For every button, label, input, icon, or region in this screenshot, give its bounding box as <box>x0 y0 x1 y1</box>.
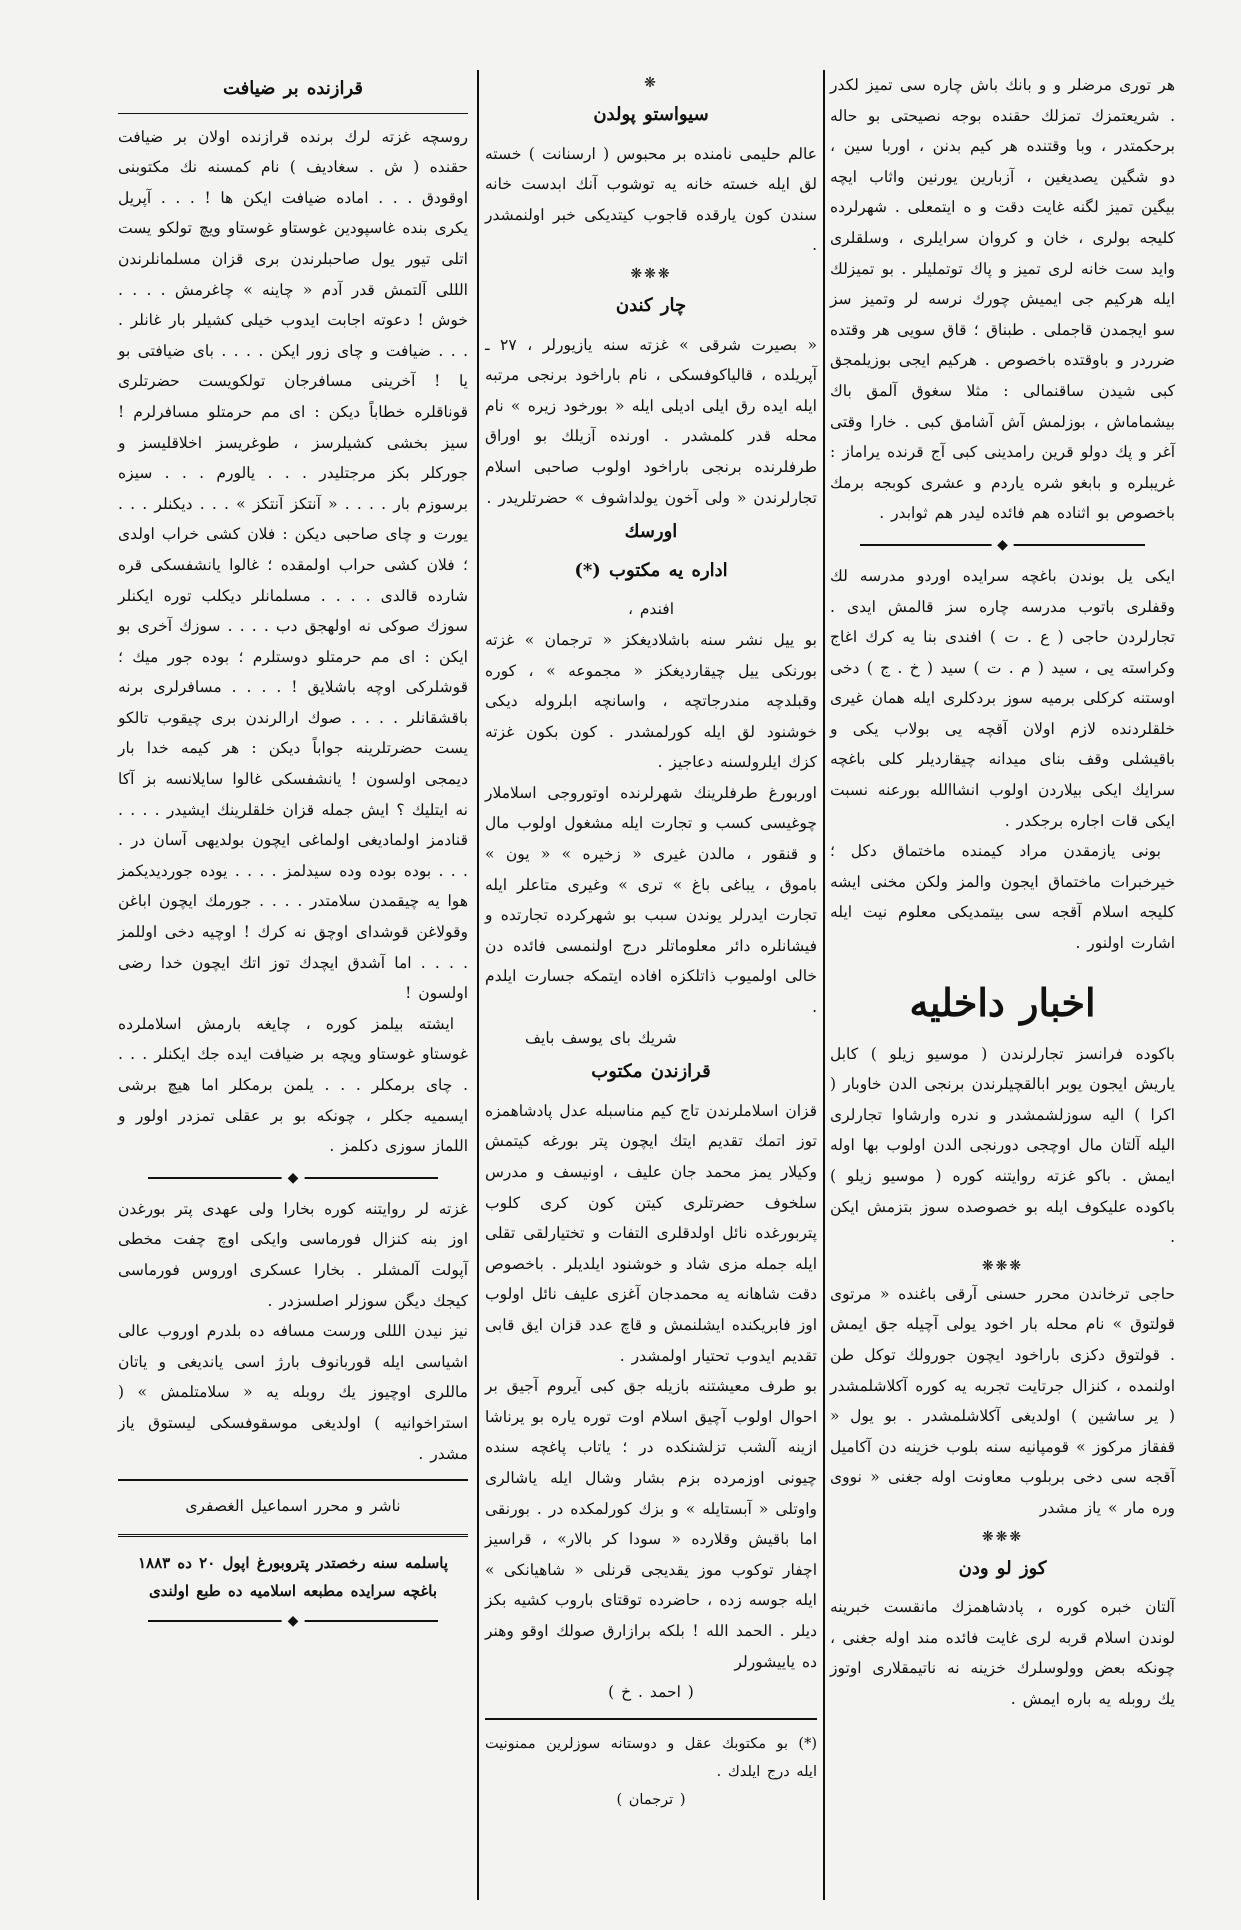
bukhara-article: غزته لر روایتنه کوره بخارا ولی عهدی پتر بورغدن اوز بنه کنزال فورماسی وایکی اوچ چفت مخطی آپولت آلمشلر . بخارا عسکری اوروس فورماسی کیجك دیگن سوزلر اصلسزدر . <box>118 1199 468 1310</box>
sevastopol-article: عالم حلیمی نامنده بر محبوس ( ارسنانت ) خسته لق ایله خسته خانه یه توشوب آنك ابدست خانه سندن کون یارقده قاجوب کیتدیکی خبر اولنمشدر . <box>485 144 817 255</box>
section-divider: ◆ <box>148 1172 438 1184</box>
kazan-letter-body: قزان اسلاملرندن تاج کیم مناسبله عدل پادشاهمزه توز اتمك تقدیم ایتك ایچون پتر بورغه کیتمش وکیلار یمز محمد جان علیف ، اونیسف و مدرس سلخوف حضرتلری کیتن کون کری کلوب پتربورغده نائل اولدقلری التفات و تختیارلقی تقلی ایله جمله مزی شاد و خوشنود ایلدیلر . باخصوص دقت شاهانه یه محمدجان آغزی علیف نائل اولوب اوز فابریکنده ایشلنمش و قاچ عدد قزان ایق قابی تقدیم ایدوب تحتیار اولمشدر . <box>485 1101 817 1365</box>
column-rule-right <box>823 70 825 1900</box>
kazan-feast-article: روسچه غزته لرك برنده قرازنده اولان بر ضیافت حقنده ( ش . سغادیف ) نام کمسنه نك مکتوبنی اوقودق . . . اماده ضیافت ایکن ها ! . . . آپریل یکری بنده غاسپودین غوستاو غوستاو ویچ تولکو یست اتلی تیور یول صاحبلرندن بری قزان مسلمانلرندن الللی آلتمش قدر آدم « چاینه » چاغرمش . . . . خوش ! دعوته اجابت ایدوب خیلی کشیلر بار غانلر . . . . ضیافت و چای زور ایکن . . . . بای ضیافتی بو یا ! آخرینی مسافرجان تولکویست حضرتلری قوناقلره خطاباً دیکن : ای مم حرمتلو مسافرلرم ! سیز بخشی کشیلرسز ، طوغریسز اخلاقلیسز و جورکلر بکز مرجتلیدر . . . یالورم . . . سیزه برسوزم بار . . . . « آنتکز آنتکز » . . . دیکنلر . . . یورت و چای صاحبی دیکن : فلان کشی خراب اولدی ؛ فلان کشی حراب اولمقده ؛ غالوا یانشفسکی قره شارده قالدی . . . . مسلمانلر دیکلب توره ایکنلر سوزك صوکی نه اولهجق دب . . . . سوزك آخری بو ایکن : ای مم حرمتلو دوستلرم ؛ بوده جور میك ؛ قوشلرکی اوچه باشلایق ! . . . . مسافرلری برنه باقشقانلر . . . . صوك ارالرندن بری چیقوب تالکو یست حضرتلرینه جواباً دیکن : هر کیمه خدا بار دیمجی اولسون ! یانشفسکی غالوا سایلانسه بز آکا نه ایتلیك ؟ ایش جمله قزان خلقلرینك ایشیدر . . . . قنادمز اولمادیغی اولماغی ایچون بولدیهی آسان در . . . . بوده بوده وده سیدلمز . . . . یوده جوردیدیکمز هوا یه چیقمدن سلامتدر . . . . جورمك ایچون اباغن وقولاغن قوشدای اوچق نه کرك ! اوچیه دخی اوللمز . . . . اما آشدق ایچدك توز اتك ایچون خدا رضی اولسون ! <box>118 127 468 1003</box>
imprint-rule <box>118 1534 468 1537</box>
bakhchisaray-madrasa-article: ایکی یل بوندن باغچه سرایده اوردو مدرسه لك وقفلری باتوب مدرسه چاره سز قالمش ایدی . تجارلردن حاجی ( ع . ت ) افندی بنا یه کرك اغاج وکراسته یی ، سید ( م . ت ) سید ( خ . ج ) دخی اوستنه کرکلی برمیه سوز بردکلری ایله همان غیری خلقلردنده لازم اولان آقچه یی بولاب یکی و باقیشلی وقف بنای میدانه چیقاردیلر کلی باغچه سرایك ایکی بیلاردن اولوب انشاالله بورعنه نسبت ایکی قات اجاره برجکدر . <box>830 566 1175 830</box>
publisher-line: ناشر و محرر اسماعیل الغصفری <box>185 1497 401 1516</box>
sevastopol-heading: سیواستو پولدن <box>593 104 709 125</box>
nizhny-article: نیز نیدن الللی ورست مسافه ده بلدرم اوروب عالی اشیاسی ایله قوربانوف بارژ اسی یاندیغی و یاتان ماللری اوچیوز یك روبله یه « سلامتلمش » ( استراخوانیه ) اولدیغی موسقوفسکی لیستوق یاز مشدر . <box>118 1322 468 1463</box>
kazan-letter-signature: ( احمد . خ ) <box>608 1683 694 1702</box>
footnote: (*) بو مکتوبك عقل و دوستانه سوزلرین ممنونیت ایله درج ایلدك . <box>485 1735 817 1780</box>
left-column <box>118 70 468 1637</box>
column-rule-left <box>477 70 479 1900</box>
kazan-letter-body-2: بو طرف معیشتنه بازیله جق کبی آیروم آجیق بر احوال اولوب آچیق اسلام اوت توره یاره بو یرناشا ازینه آلشب تزلشنکده در ؛ یاتاب پاغچه سنده چیونی اوزمرده بزم بشار وشال ایله یاشالری واوتلی « آبستایله » و بزك کورلمکده در . بورنقی اما باقیش وقلارده « سودا کر بالار» ، قراسیز اچفار توکوب موز یقدیجی قرنلی « شاهیانکی » ایله جوسه زده ، حاضرده توقتای باروب کشیه بکز دیلر . الحمد الله ! بلکه برازارق صولك اوقو وهنر ده یاییشورلر <box>485 1377 817 1671</box>
ornament: ❋❋❋ <box>981 1528 1024 1545</box>
ornament: ❋❋❋ <box>630 265 672 282</box>
section-divider: ◆ <box>860 539 1145 551</box>
footnote-rule <box>485 1718 817 1720</box>
publisher-rule <box>118 1479 468 1481</box>
kozlov-article: آلتان خبره کوره ، پادشاهمزك مانقست خبرینه لوندن اسلام قربه لری غایت فائده مند اوله جغنی ، چونکه بعض وولوسلرك خزینه نه ناتیمقلاری اوتوز یك روبله یه باره ایمش . <box>830 1598 1175 1708</box>
orsk-heading: اورسك <box>624 521 678 543</box>
end-ornament: ◆ <box>148 1615 438 1627</box>
letter-body-2: اوربورغ طرفلرینك شهرلرنده اوتوروجی اسلاملار چوغیسی کسب و تجارت ایله مشغول اولوب مال و قنقور ، مالدن غیری « زخیره » « یون » باموق ، یباغی باغ » تری » وغیری متاعلر ایله تجارت ایدرلر یوندن سبب بو شهرکرده تجارتده و فیشانلره دائر معلوماتلر درج اولنمسی فائده دن خالی اولمیوب ذاتلکزه افاده ایتمکه جسارت ایلدم . <box>485 783 817 1017</box>
hygiene-article: هر توری مرضلر و و بانك باش چاره سی تمیز لکدر . شریعتمزك تمزلك حقنده بوجه نصیحتی بو حاله برحکمتدر ، وبا وقتنده هر کیم بدنن ، اوربا سین ، دو شگین یصدیغین ، آزبارین یورنین واثاب ایچه بیگین تمیز لگنه غایت دقت و ه ایتمعلی . شهرلرده کلیجه بولری ، خان و کروان سرایلری ، وسلقلری واید ست خانه لری تمیز و پاك توتملیلر . بو تمیزلك ایله هرکیم جی ایمیش چورك نرسه لر وتمیز سز سو ایجمدن قاجملی . طبناق ؛ قاق سویی هر وقتده ضرردر و باوقتده باخصوص . هرکیم ایجی بوزیلمجق کبی شیدن ساقنمالی : مثلا سغوق آلمق باك بیشماماش ، بوزلمش آش آشامق کبی . خارا وقتی آغر و پك دولو قرین رامدینی کبی آج قرنده یراماز : غریبلره و بابغو شره یاردم و عشری کوبجه برمك باخصوص بو اثناده هم فائده لیدر هم ثوابدر . <box>830 76 1175 523</box>
kazan-feast-heading: قرازنده بر ضیافت <box>222 78 364 99</box>
baku-article: باکوده فرانسز تجارلرندن ( موسیو زیلو ) کابل یاریش ایجون یوبر ابالقچیلرندن برنجی الدن خاوبار ( اکرا ) الیه سوزلشمشدر و ندره وارشاوا تجارلری الیله آلتان مال اوچجی دورنجی الدن اولوب بها اوله ایمش . باکو غزته روایتنه کوره ( موسیو زیلو ) باکوده علیکوف ایله بو خصوصده سوز بتزمش ایکن . <box>830 1044 1175 1247</box>
ornament: ❋❋❋ <box>981 1257 1024 1274</box>
imprint-permission: پاسلمه سنه رخصتدر پتروبورغ اپول ۲۰ ده ۱۸۸۳ <box>137 1553 449 1572</box>
letter-body: بو ییل نشر سنه باشلادیغکز « ترجمان » غزته بورنکی ییل چیقاردیغکز « مجموعه » ، کوره وقبلدچه مندرجاتچه ، واسانچه ابلروله دیکی خوشنود لق ایله کورلمشدر . کون بکون غزته کزك ایلرولسنه دعاجیز . <box>485 630 817 772</box>
kazan-feast-article-2: ایشته بیلمز کوره ، چایغه بارمش اسلاملرده غوستاو غوستاو ویچه بر ضیافت ایده جك ایکنلر . . . . چای برمکلر . . . یلمن برمکلر اما هیچ برشی ایسمیه جکلر ، چونکه بو بر عقلی تمزدر اولور و اللماز سوزی دکلمز . <box>118 1014 468 1156</box>
madrasa-note: بونی یازمقدن مراد کیمنده ماختماق دکل ؛ خیرخبرات ماختماق ایجون والمز ولکن مخنی ایشه کلیجه اسلام آقجه سی بیتمدیکی معلوم نیت ایله اشارت اولنور . <box>830 842 1175 953</box>
astrakhan-article: حاجی ترخاندن محرر حسنی آرقی باغنده « مرتوی قولتوق » نام محله بار اخود یولی آچیله جق ایمش . قولتوق دکزی باراخود ایچون جورولك توکل طن اولنمده ، کنزال جرتایت تجربه یه کوره آکلاشلمشدر ( یر ساشین ) اولدیغی آکلاشلمشدر . بو یول « قفقاز مرکوز » قومپانیه سنه بلوب خزینه دن آکامیل آقجه سی دخی بربلوب معاونت اوله جغنی « نووی وره مار » یاز مشدر <box>830 1284 1175 1517</box>
letter-signature: شریك بای یوسف بایف <box>525 1028 677 1047</box>
domestic-news-heading: اخبار داخلیه <box>909 979 1096 1025</box>
imprint-printer: باغچه سرایده مطبعه اسلامیه ده طبع اولندی <box>148 1581 438 1600</box>
heading-rule <box>118 113 468 114</box>
ornament: ❋ <box>644 75 658 91</box>
subheading: کوز لو ودن <box>958 1557 1047 1579</box>
letter-heading: اداره یه مکتوب (*) <box>574 559 728 581</box>
middle-column <box>485 70 817 1814</box>
charkent-article: « بصیرت شرقی » غزته سنه یازیورلر ، ۲۷ ـ آپریلده ، قالیاکوفسکی ، نام باراخود برنجی مرتبه ایله ایده رق ایلی ادیلی ایله « بورخود زیره » نام محله قدر کلمشدر . اورنده آزیلك بو اوراق طرفلرنده برنجی باراخود اولوب صاحبی اسلام تجارلرندن « ولی آخون یولداشوف » حضرتلریدر . <box>485 335 817 507</box>
letter-salutation: افندم ، <box>627 600 675 619</box>
right-column <box>830 70 1175 1715</box>
footnote-signature: ( ترجمان ) <box>616 1791 686 1808</box>
kazan-letter-heading: قرازندن مکتوب <box>591 1061 711 1083</box>
charkent-heading: چار کندن <box>615 294 687 316</box>
